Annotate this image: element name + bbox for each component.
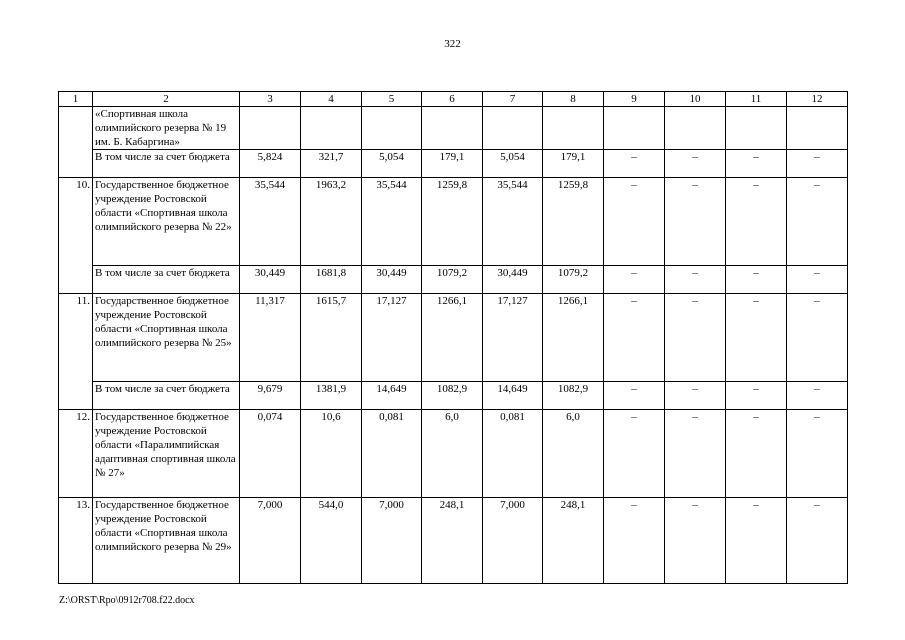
value-cell: 321,7 [301, 150, 362, 178]
value-cell: 7,000 [240, 498, 301, 584]
value-cell: 1615,7 [301, 294, 362, 382]
table-body [59, 92, 848, 584]
value-cell: – [665, 294, 726, 382]
value-cell [604, 107, 665, 150]
value-cell: 5,824 [240, 150, 301, 178]
institution-name-cell: В том числе за счет бюджета [93, 150, 240, 178]
row-number-cell [59, 150, 93, 178]
value-cell: 179,1 [422, 150, 483, 178]
value-cell: – [604, 294, 665, 382]
value-cell: 5,054 [362, 150, 422, 178]
value-cell: 11,317 [240, 294, 301, 382]
value-cell: 9,679 [240, 382, 301, 410]
value-cell: – [665, 410, 726, 498]
value-cell: 248,1 [543, 498, 604, 584]
value-cell: – [787, 410, 848, 498]
value-cell: – [604, 410, 665, 498]
value-cell [543, 107, 604, 150]
value-cell: – [787, 266, 848, 294]
column-header: 11 [726, 92, 787, 107]
value-cell: – [604, 150, 665, 178]
value-cell [726, 107, 787, 150]
table-row [59, 178, 848, 266]
value-cell: 30,449 [240, 266, 301, 294]
column-header: 9 [604, 92, 665, 107]
institution-name-cell: В том числе за счет бюджета [93, 382, 240, 410]
table-row [59, 150, 848, 178]
value-cell: 1079,2 [543, 266, 604, 294]
value-cell: 1963,2 [301, 178, 362, 266]
row-number-cell: 13. [59, 498, 93, 584]
row-number-cell: 11. [59, 294, 93, 382]
table-header-row [59, 92, 848, 107]
row-number-cell [59, 382, 93, 410]
value-cell: 17,127 [362, 294, 422, 382]
value-cell: – [787, 498, 848, 584]
value-cell [422, 107, 483, 150]
value-cell: – [665, 498, 726, 584]
value-cell: – [787, 150, 848, 178]
column-header: 3 [240, 92, 301, 107]
value-cell: 1082,9 [543, 382, 604, 410]
column-header: 4 [301, 92, 362, 107]
value-cell: 35,544 [483, 178, 543, 266]
column-header: 12 [787, 92, 848, 107]
table-row [59, 294, 848, 382]
row-number-cell: 10. [59, 178, 93, 266]
column-header: 10 [665, 92, 726, 107]
value-cell: 1259,8 [543, 178, 604, 266]
value-cell: – [665, 150, 726, 178]
value-cell: 1266,1 [543, 294, 604, 382]
value-cell: 1259,8 [422, 178, 483, 266]
value-cell: 1079,2 [422, 266, 483, 294]
value-cell: – [665, 266, 726, 294]
value-cell [483, 107, 543, 150]
value-cell: – [604, 382, 665, 410]
value-cell: – [787, 382, 848, 410]
value-cell: 6,0 [422, 410, 483, 498]
institution-name-cell: В том числе за счет бюджета [93, 266, 240, 294]
institution-name-cell: Государственное бюджетное учреждение Ростовской области «Паралимпийская адаптивная спортивная школа № 27» [93, 410, 240, 498]
value-cell: 10,6 [301, 410, 362, 498]
value-cell: 14,649 [483, 382, 543, 410]
table-row [59, 107, 848, 150]
value-cell: 7,000 [483, 498, 543, 584]
value-cell: – [665, 178, 726, 266]
value-cell: 35,544 [240, 178, 301, 266]
value-cell [362, 107, 422, 150]
value-cell: – [787, 178, 848, 266]
value-cell: – [726, 178, 787, 266]
value-cell [665, 107, 726, 150]
value-cell: 30,449 [362, 266, 422, 294]
institution-name-cell: Государственное бюджетное учреждение Ростовской области «Спортивная школа олимпийского резерва № 22» [93, 178, 240, 266]
table-row [59, 266, 848, 294]
column-header: 6 [422, 92, 483, 107]
value-cell: – [787, 294, 848, 382]
budget-table [58, 91, 848, 584]
row-number-cell: 12. [59, 410, 93, 498]
institution-name-cell: «Спортивная школа олимпийского резерва № 19 им. Б. Кабаргина» [93, 107, 240, 150]
value-cell: 0,081 [362, 410, 422, 498]
column-header: 5 [362, 92, 422, 107]
column-header: 2 [93, 92, 240, 107]
value-cell: – [726, 498, 787, 584]
column-header: 7 [483, 92, 543, 107]
row-number-cell [59, 107, 93, 150]
value-cell: 1681,8 [301, 266, 362, 294]
value-cell: 6,0 [543, 410, 604, 498]
row-number-cell [59, 266, 93, 294]
table-row [59, 498, 848, 584]
value-cell: 1266,1 [422, 294, 483, 382]
value-cell: 5,054 [483, 150, 543, 178]
value-cell: – [604, 498, 665, 584]
column-header: 8 [543, 92, 604, 107]
value-cell: 248,1 [422, 498, 483, 584]
value-cell: 0,074 [240, 410, 301, 498]
institution-name-cell: Государственное бюджетное учреждение Ростовской области «Спортивная школа олимпийского резерва № 25» [93, 294, 240, 382]
value-cell: – [604, 178, 665, 266]
file-path-footer: Z:\ORST\Rpo\0912r708.f22.docx [59, 595, 195, 606]
page-number: 322 [444, 38, 461, 50]
value-cell: 7,000 [362, 498, 422, 584]
value-cell: 1381,9 [301, 382, 362, 410]
value-cell: 30,449 [483, 266, 543, 294]
value-cell: 1082,9 [422, 382, 483, 410]
value-cell [240, 107, 301, 150]
column-header: 1 [59, 92, 93, 107]
value-cell: – [665, 382, 726, 410]
value-cell: – [604, 266, 665, 294]
value-cell [787, 107, 848, 150]
table-row [59, 382, 848, 410]
value-cell: – [726, 382, 787, 410]
table-row [59, 410, 848, 498]
value-cell [301, 107, 362, 150]
value-cell: – [726, 150, 787, 178]
value-cell: 0,081 [483, 410, 543, 498]
value-cell: 179,1 [543, 150, 604, 178]
value-cell: 35,544 [362, 178, 422, 266]
value-cell: 544,0 [301, 498, 362, 584]
value-cell: 14,649 [362, 382, 422, 410]
institution-name-cell: Государственное бюджетное учреждение Ростовской области «Спортивная школа олимпийского резерва № 29» [93, 498, 240, 584]
value-cell: – [726, 410, 787, 498]
value-cell: 17,127 [483, 294, 543, 382]
value-cell: – [726, 266, 787, 294]
value-cell: – [726, 294, 787, 382]
